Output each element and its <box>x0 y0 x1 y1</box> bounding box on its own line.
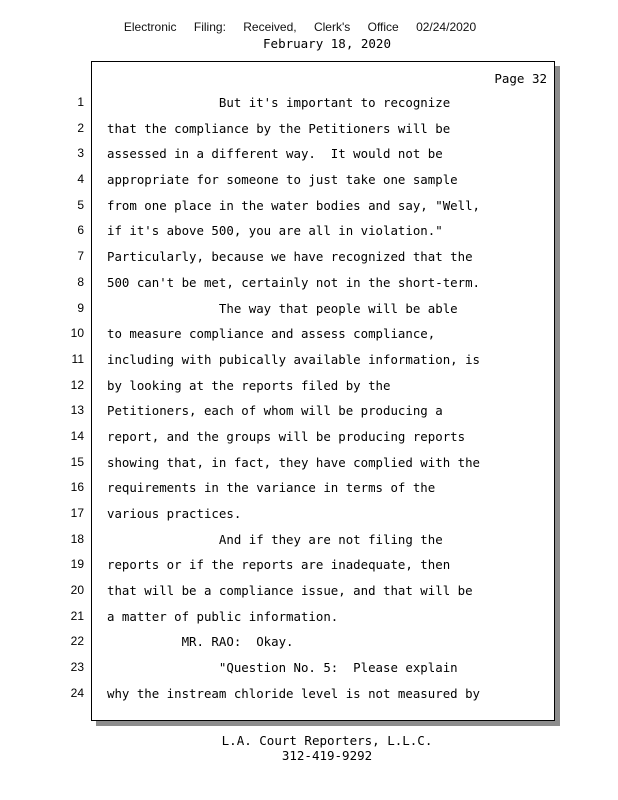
transcript-line: that the compliance by the Petitioners will be <box>107 120 451 136</box>
transcript-line: that will be a compliance issue, and that will be <box>107 583 473 599</box>
transcript-line: reports or if the reports are inadequate, then <box>107 557 451 573</box>
line-number: 1 <box>77 95 84 109</box>
filing-stamp-received: Received, <box>243 20 297 34</box>
filing-stamp-office: Office <box>367 20 399 34</box>
transcript-line: "Question No. 5: Please explain <box>107 660 458 676</box>
court-reporter-phone: 312-419-9292 <box>281 748 373 763</box>
page-footer <box>0 733 618 763</box>
line-number: 24 <box>70 685 84 700</box>
transcript-line: And if they are not filing the <box>107 531 443 547</box>
line-number: 9 <box>77 300 84 315</box>
line-number: 5 <box>77 197 84 212</box>
filing-stamp-date: 02/24/2020 <box>416 20 477 34</box>
line-number: 20 <box>70 583 84 598</box>
filing-stamp <box>0 20 600 34</box>
filing-stamp-electronic: Electronic <box>123 20 177 34</box>
line-number-column <box>48 92 88 709</box>
line-number: 17 <box>70 506 84 520</box>
line-number: 21 <box>70 608 84 623</box>
line-number: 14 <box>70 428 84 443</box>
transcript-line: But it's important to recognize <box>107 95 451 110</box>
transcript-line: requirements in the variance in terms of the <box>107 480 436 496</box>
transcript-line: various practices. <box>107 506 242 521</box>
line-number: 4 <box>77 172 84 187</box>
line-number: 13 <box>70 403 84 418</box>
line-number: 15 <box>70 454 84 469</box>
transcript-line: a matter of public information. <box>107 608 339 624</box>
transcript-line: assessed in a different way. It would not be <box>107 146 443 162</box>
court-reporter-name: L.A. Court Reporters, L.L.C. <box>221 733 433 748</box>
line-number: 11 <box>71 351 84 366</box>
transcript-line: by looking at the reports filed by the <box>107 377 391 393</box>
line-number: 7 <box>77 249 84 264</box>
line-number: 16 <box>70 480 84 495</box>
transcript-line: The way that people will be able <box>107 300 458 316</box>
transcript-line: Petitioners, each of whom will be producing a <box>107 403 443 419</box>
transcript-date: February 18, 2020 <box>263 36 391 51</box>
transcript-line: report, and the groups will be producing reports <box>107 428 466 444</box>
line-number: 8 <box>77 274 84 289</box>
line-number: 22 <box>70 634 84 649</box>
transcript-line: to measure compliance and assess compliance, <box>107 326 436 342</box>
line-number: 2 <box>77 120 84 135</box>
transcript-line: from one place in the water bodies and say, "Well, <box>107 197 480 213</box>
line-number: 10 <box>70 326 84 341</box>
line-number: 3 <box>77 146 84 161</box>
line-number: 23 <box>70 660 84 675</box>
filing-stamp-clerks: Clerk's <box>313 20 351 34</box>
transcript-line: Particularly, because we have recognized that the <box>107 249 473 265</box>
line-number: 12 <box>70 377 84 392</box>
line-number: 6 <box>77 223 84 238</box>
transcript-line: including with pubically available information, is <box>107 351 480 367</box>
filing-stamp-filing: Filing: <box>193 20 226 34</box>
transcript-line: 500 can't be met, certainly not in the short-term. <box>107 274 480 290</box>
transcript-line: MR. RAO: Okay. <box>107 634 294 650</box>
transcript-line: appropriate for someone to just take one sample <box>107 172 458 188</box>
line-number: 18 <box>70 531 84 546</box>
transcript-text <box>107 92 517 709</box>
transcript-line: if it's above 500, you are all in violation." <box>107 223 443 239</box>
transcript-line: why the instream chloride level is not measured by <box>107 685 480 701</box>
page-number: Page 32 <box>494 71 547 86</box>
line-number: 19 <box>70 557 84 572</box>
transcript-line: showing that, in fact, they have complied with the <box>107 454 480 470</box>
